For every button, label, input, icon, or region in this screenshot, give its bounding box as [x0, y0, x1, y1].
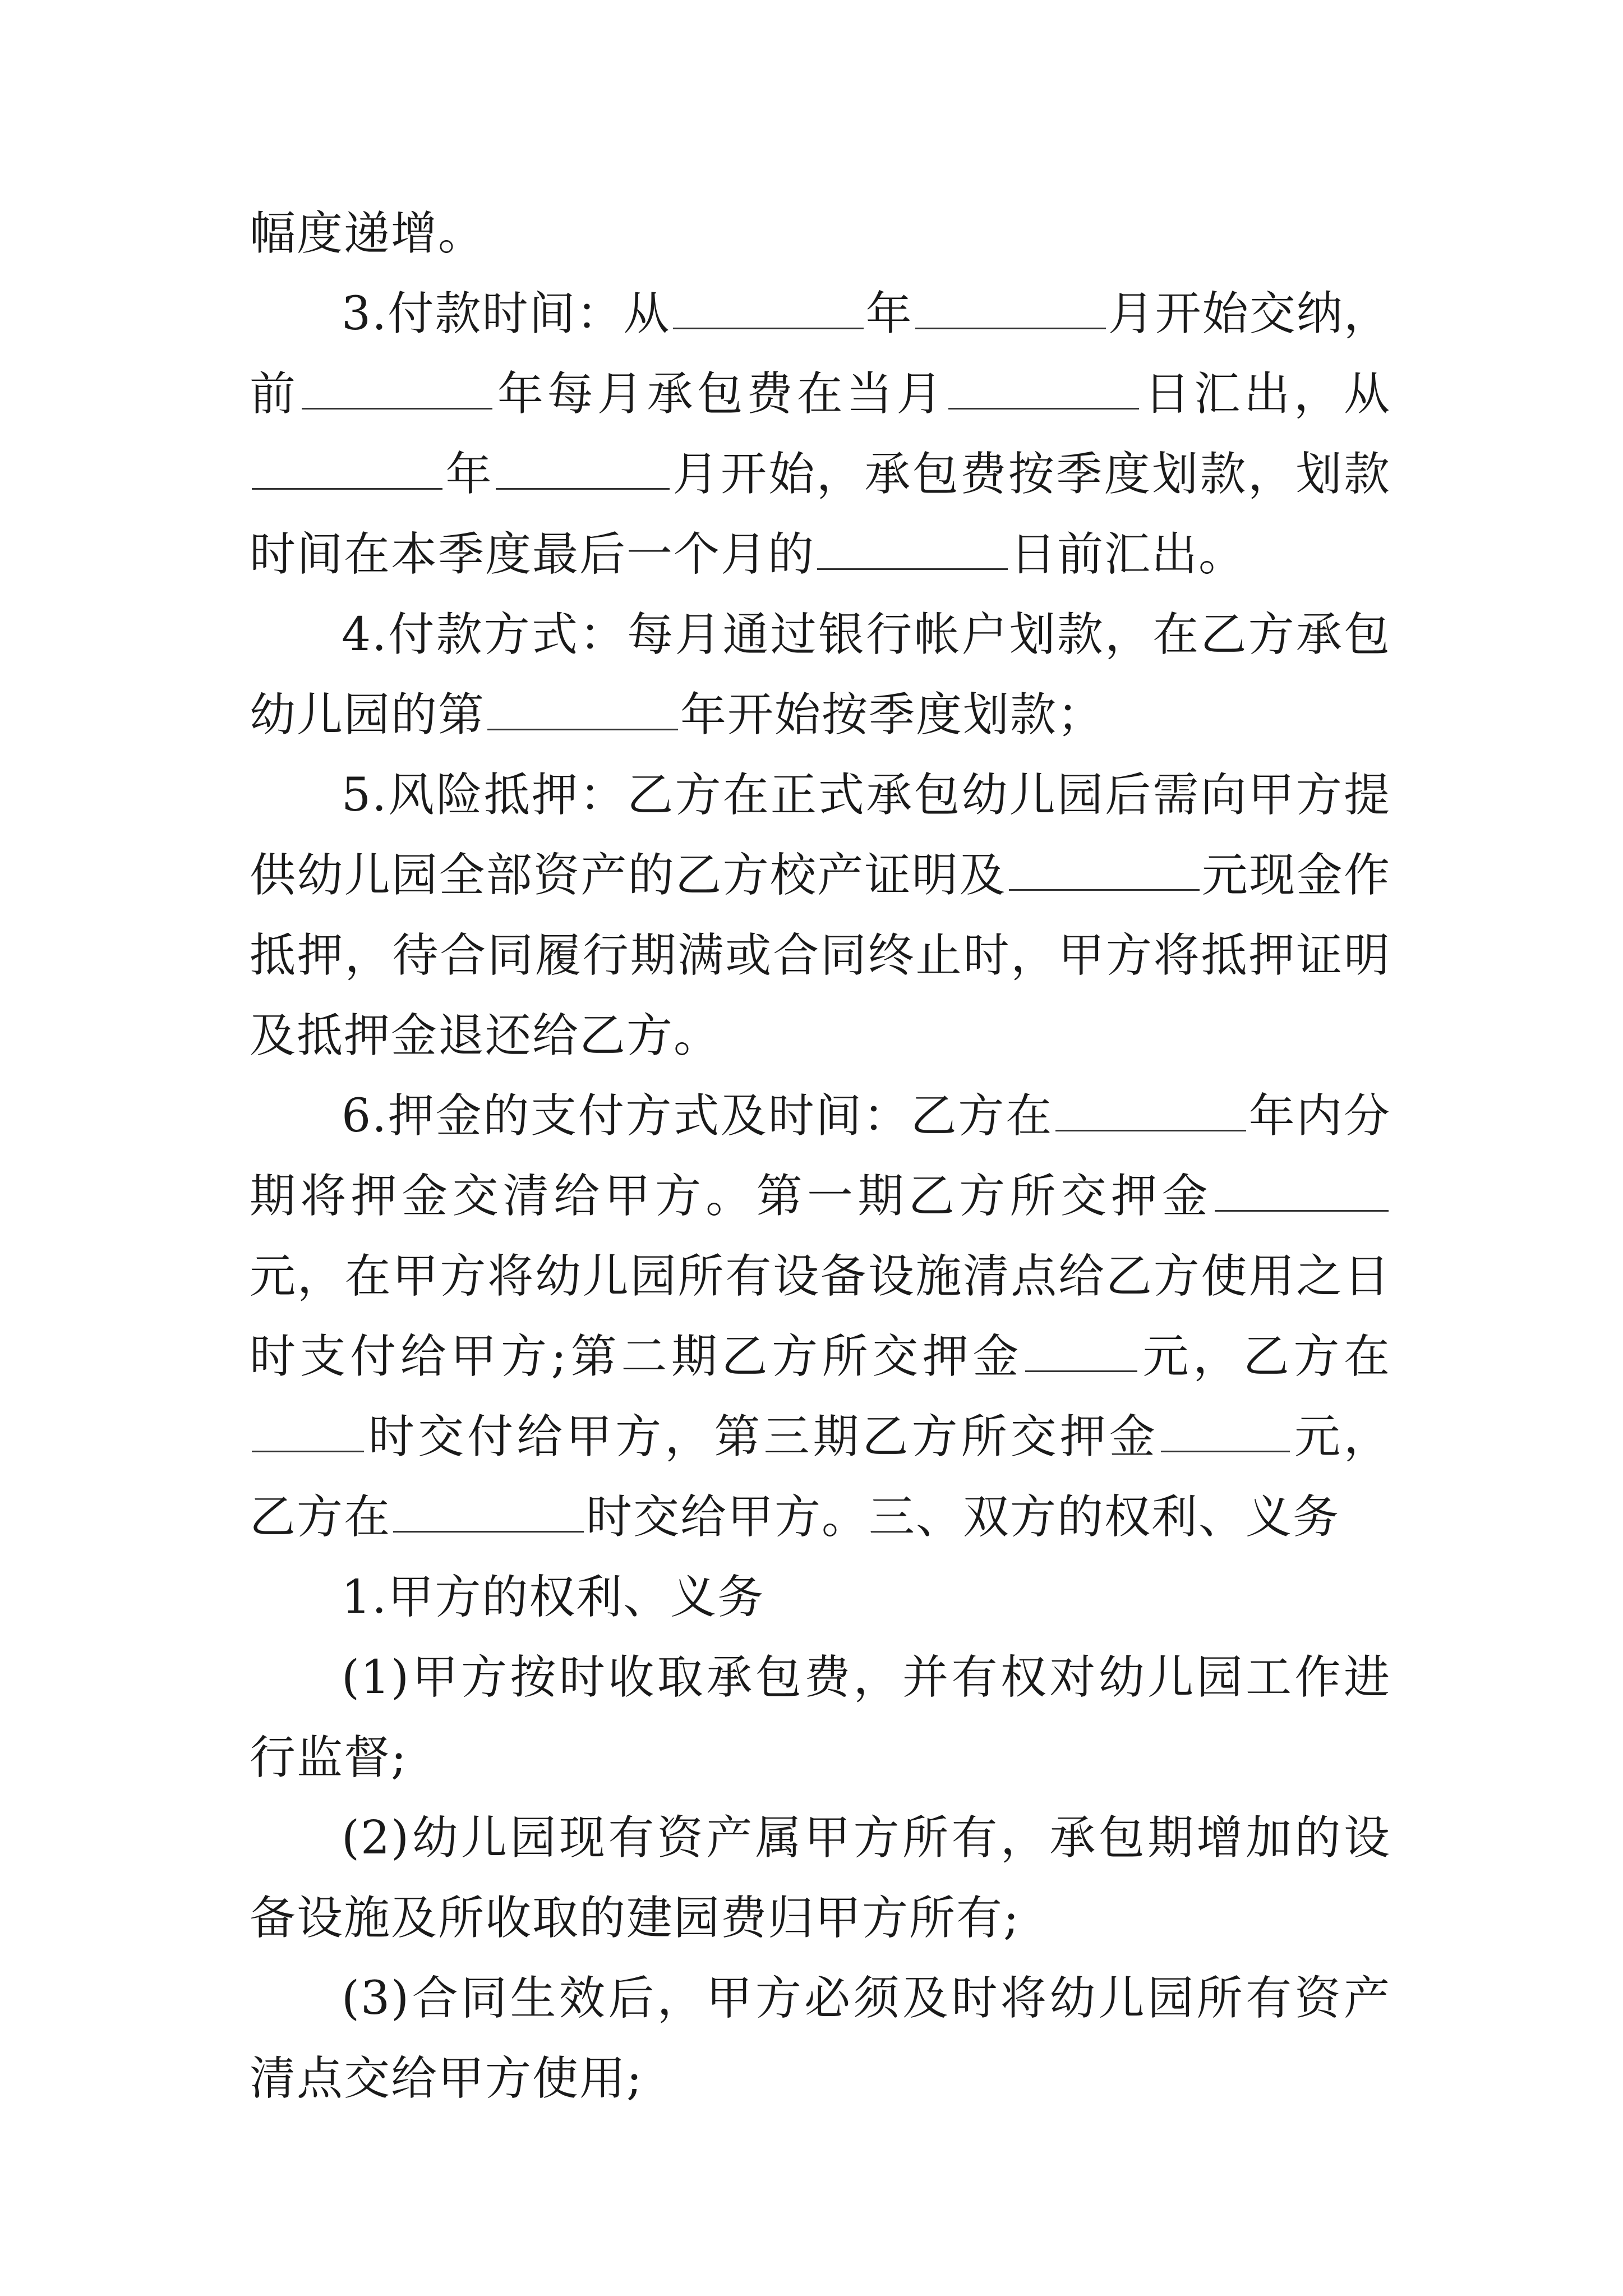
- fill-blank[interactable]: [252, 449, 442, 490]
- fill-blank[interactable]: [1055, 1091, 1246, 1131]
- text-segment: 3.付款时间：从: [342, 287, 671, 341]
- fill-blank[interactable]: [393, 1492, 584, 1533]
- paragraph-risk-deposit: [250, 755, 1391, 1076]
- paragraph-item-2: [250, 1798, 1391, 1958]
- paragraph-party-a-heading: [250, 1557, 1391, 1637]
- fill-blank[interactable]: [252, 1411, 364, 1452]
- fill-blank[interactable]: [1215, 1171, 1389, 1212]
- fill-blank[interactable]: [496, 449, 670, 490]
- text-segment: 年开始按季度划款；: [680, 688, 1105, 742]
- paragraph-deposit-payment: [250, 1076, 1391, 1557]
- text-segment: 元，乙方在: [1140, 1330, 1391, 1383]
- fill-blank[interactable]: [1161, 1411, 1290, 1452]
- text-segment: 月开始，承包费按季度划款，划款时间在本季度最后一个月的: [250, 448, 1391, 581]
- text-segment: 年: [445, 448, 494, 501]
- paragraph-payment-time: [250, 274, 1391, 595]
- fill-blank[interactable]: [1025, 1331, 1137, 1372]
- text-segment: (3)合同生效后，甲方必须及时将幼儿园所有资产清点交给甲方使用;: [250, 1972, 1391, 2105]
- text-segment: 元，在甲方将幼儿园所有设备设施清点给乙方使用之日时支付给甲方;第二期乙方所交押金: [250, 1250, 1391, 1383]
- fill-blank[interactable]: [487, 689, 678, 730]
- text-segment: (2)幼儿园现有资产属甲方所有，承包期增加的设备设施及所收取的建园费归甲方所有;: [250, 1811, 1391, 1945]
- text-segment: 时交给甲方。三、双方的权利、义务: [586, 1490, 1340, 1544]
- text-segment: 日汇出，从: [1141, 367, 1391, 421]
- text-segment: 1.甲方的权利、义务: [342, 1571, 765, 1624]
- text-segment: 5.风险抵押：乙方在正式承包幼儿园后需向甲方提供幼儿园全部资产的乙方校产证明及: [250, 769, 1391, 902]
- paragraph-continuation: [250, 194, 1391, 274]
- text-segment: 元现金作抵押，待合同履行期满或合同终止时，甲方将抵押证明及抵押金退还给乙方。: [250, 849, 1391, 1062]
- text-segment: 元，乙方在: [250, 1410, 1391, 1544]
- fill-blank[interactable]: [915, 288, 1106, 329]
- text-segment: 幅度递增。: [250, 207, 486, 260]
- fill-blank[interactable]: [673, 288, 864, 329]
- fill-blank[interactable]: [817, 529, 1008, 570]
- text-segment: 时交付给甲方，第三期乙方所交押金: [366, 1410, 1159, 1464]
- text-segment: 年: [865, 287, 913, 341]
- text-segment: 6.押金的支付方式及时间：乙方在: [342, 1089, 1053, 1143]
- text-segment: (1)甲方按时收取承包费，并有权对幼儿园工作进行监督;: [250, 1651, 1391, 1784]
- contract-text: [250, 194, 1391, 2119]
- paragraph-item-1: [250, 1637, 1391, 1798]
- text-segment: 月开始交纳，前: [250, 287, 1391, 421]
- text-segment: 年每月承包费在当月: [494, 367, 947, 421]
- fill-blank[interactable]: [1009, 850, 1200, 891]
- text-segment: 年内分期将押金交清给甲方。第一期乙方所交押金: [250, 1089, 1391, 1223]
- fill-blank[interactable]: [948, 369, 1139, 409]
- text-segment: 日前汇出。: [1010, 528, 1246, 581]
- fill-blank[interactable]: [302, 369, 492, 409]
- paragraph-payment-method: [250, 595, 1391, 755]
- text-segment: 4.付款方式：每月通过银行帐户划款，在乙方承包幼儿园的第: [250, 608, 1391, 742]
- paragraph-item-3: [250, 1958, 1391, 2119]
